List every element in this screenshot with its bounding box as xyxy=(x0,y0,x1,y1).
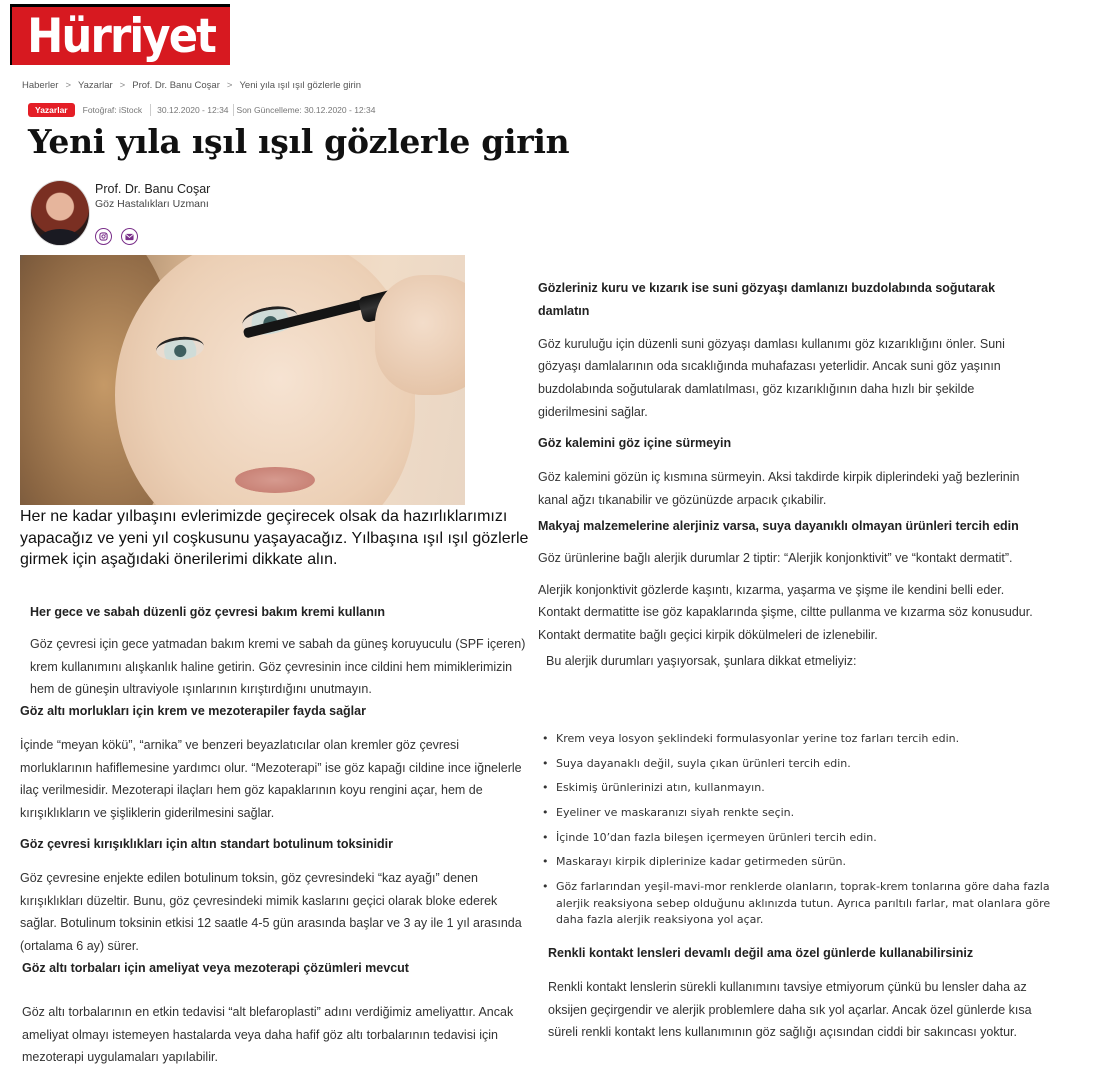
article-lead: Her ne kadar yılbaşını evlerimizde geçirecek olsak da hazırlıklarımızı yapacağız ve yeni yıl coşkusunu yaşayacağız. Yılbaşına ışıl ışıl gözlerle girmek için aşağıdaki önerilerimi dikkate alın. xyxy=(20,508,529,568)
published-date: 30.12.2020 - 12:34 xyxy=(157,105,229,115)
section-heading: Göz altı torbaları için ameliyat veya mezoterapi çözümleri mevcut xyxy=(22,961,409,975)
section-body: Göz ürünlerine bağlı alerjik durumlar 2 tiptir: “Alerjik konjonktivit” ve “kontakt dermatit”. xyxy=(538,550,1013,565)
section-makeup-allergy xyxy=(538,515,1038,673)
section-body-2: Alerjik konjonktivit gözlerde kaşıntı, kızarma, yaşarma ve şişme ile kendini belli eder. Kontakt dermatitte ise göz kapaklarında şişme, ciltte pullanma ve kızarma söz konusudur. Kontakt dermatite bağlı geçici kirpik dökülmeleri de izlenebilir. xyxy=(538,582,1033,643)
section-body: Göz kalemini gözün iç kısmına sürmeyin. Aksi takdirde kirpik diplerindeki yağ bezlerinin kanal ağzı tıkanabilir ve gözünüzde arpacık çıkabilir. xyxy=(538,469,1020,507)
list-item: • Eskimiş ürünlerinizi atın, kullanmayın. xyxy=(540,780,1080,797)
section-body: İçinde “meyan kökü”, “arnika” ve benzeri beyazlatıcılar olan kremler göz çevresi morluklarının hafiflemesine yardımcı olur. “Mezoterapi” ise göz kapağı cildine ince iğnelerle ilaç verilmesidir. Mezoterapi ilaçları hem göz kapaklarının koyu rengini açar, hem de kırışıklıkların ve şişliklerin giderilmesini sağlar. xyxy=(20,737,522,821)
breadcrumb-separator: > xyxy=(226,80,233,91)
author-avatar[interactable] xyxy=(30,180,90,246)
category-badge[interactable]: Yazarlar xyxy=(28,103,75,117)
section-heading: Renkli kontakt lensleri devamlı değil ama özel günlerde kullanabilirsiniz xyxy=(548,946,974,960)
meta-divider xyxy=(150,104,151,116)
section-eye-cream xyxy=(30,601,530,701)
breadcrumb xyxy=(22,80,361,91)
section-eyeliner xyxy=(538,432,1038,511)
site-logo[interactable] xyxy=(10,4,230,65)
section-body: Göz kuruluğu için düzenli suni gözyaşı damlası kullanımı göz kızarıklığını önler. Suni gözyaşı damlalarının oda sıcaklığında muhafazası yeterlidir. Ancak suni göz yaşının buzdolabında soğutularak damlatılması, göz kızarıklığının daha hızlı bir şekilde giderilmesini sağlar. xyxy=(538,336,1005,419)
hero-fingers xyxy=(375,275,465,395)
section-heading: Göz kalemini göz içine sürmeyin xyxy=(538,436,732,450)
meta-divider xyxy=(233,104,234,116)
tips-list xyxy=(540,731,1080,937)
breadcrumb-item-current: Yeni yıla ışıl ışıl gözlerle girin xyxy=(239,80,362,91)
section-heading: Göz çevresi kırışıklıkları için altın standart botulinum toksinidir xyxy=(20,837,394,851)
section-body: Göz çevresi için gece yatmadan bakım kremi ve sabah da güneş koruyuculu (SPF içeren) krem kullanımını alışkanlık haline getirin. Göz çevresinin ince cildini hem mimiklerimizin hem de güneşin ultraviyole ışınlarının kırıştırdığını unutmayın. xyxy=(30,636,526,697)
section-colored-lenses xyxy=(548,942,1048,1044)
section-heading: Gözleriniz kuru ve kızarık ise suni gözyaşı damlanızı buzdolabında soğutarak damlatın xyxy=(538,281,996,318)
section-body: Göz çevresine enjekte edilen botulinum toksin, göz çevresindeki “kaz ayağı” denen kırışıklıkları düzeltir. Bunu, göz çevresindeki mimik kaslarını geçici olarak bloke ederek sağlar. Botulinum toksinin etkisi 12 saatle 4-5 gün arasında başlar ve 3 ay ile 1 yıl arasında (ortalama 6 ay) sürer. xyxy=(20,870,522,954)
photo-credit: Fotoğraf: iStock xyxy=(82,105,143,115)
mail-icon[interactable] xyxy=(121,228,138,245)
section-dark-circles xyxy=(20,700,530,825)
breadcrumb-separator: > xyxy=(65,80,71,91)
avatar-shirt xyxy=(39,229,81,246)
page-title: Yeni yıla ışıl ışıl gözlerle girin xyxy=(28,122,570,161)
author-name[interactable]: Prof. Dr. Banu Coşar xyxy=(95,182,211,196)
list-item: • İçinde 10’dan fazla bileşen içermeyen ürünleri tercih edin. xyxy=(540,830,1080,847)
section-heading: Her gece ve sabah düzenli göz çevresi bakım kremi kullanın xyxy=(30,605,386,619)
section-body: Renkli kontakt lenslerin sürekli kullanımını tavsiye etmiyorum çünkü bu lensler daha az oksijen geçirgendir ve alerjik problemlere daha sık yol açarlar. Ancak özel günlerde kısa süreli renkli kontakt lens kullanımının göz sağlığı açısından ciddi bir sakıncası yoktur. xyxy=(548,979,1032,1040)
section-body: Göz altı torbalarının en etkin tedavisi “alt blefaroplasti” adını verdiğimiz ameliyattır. Ancak ameliyat olmayı istemeyen hastalarda veya daha hafif göz altı torbalarının tedavisi için mezoterapi uygulamaları yapılabilir. xyxy=(22,1004,514,1065)
section-heading: Makyaj malzemelerine alerjiniz varsa, suya dayanıklı olmayan ürünleri tercih edin xyxy=(538,519,1019,533)
instagram-icon[interactable] xyxy=(95,228,112,245)
section-heading: Göz altı morlukları için krem ve mezoterapiler fayda sağlar xyxy=(20,704,366,718)
breadcrumb-item-author[interactable]: Prof. Dr. Banu Coşar xyxy=(132,80,220,91)
list-item: • Suya dayanaklı değil, suyla çıkan ürünleri tercih edin. xyxy=(540,756,1080,773)
hero-image-mascara-woman xyxy=(20,255,465,505)
list-item: • Göz farlarından yeşil-mavi-mor renklerde olanların, toprak-krem tonlarına göre daha fazla alerjik reaksiyona sebep olduğunu aklınızda tutun. Ayrıca parıltılı farlar, mat olanlara göre daha fazla alerjik reaksiyona yol açar. xyxy=(540,879,1080,929)
section-artificial-tears xyxy=(538,277,1038,424)
article-meta xyxy=(28,102,375,118)
list-item: • Maskarayı kirpik diplerinize kadar getirmeden sürün. xyxy=(540,854,1080,871)
hero-lips xyxy=(235,467,315,493)
breadcrumb-item-haberler[interactable]: Haberler xyxy=(22,80,59,91)
section-botulinum xyxy=(20,833,530,958)
section-eye-bags xyxy=(22,957,530,1069)
breadcrumb-item-yazarlar[interactable]: Yazarlar xyxy=(78,80,113,91)
list-item: • Eyeliner ve maskaranızı siyah renkte seçin. xyxy=(540,805,1080,822)
list-item: • Krem veya losyon şeklindeki formulasyonlar yerine toz farları tercih edin. xyxy=(540,731,1080,748)
tips-intro: Bu alerjik durumları yaşıyorsak, şunlara dikkat etmeliyiz: xyxy=(546,653,857,668)
updated-date: Son Güncelleme: 30.12.2020 - 12:34 xyxy=(236,105,376,115)
author-title: Göz Hastalıkları Uzmanı xyxy=(95,198,209,210)
logo-text: Hürriyet xyxy=(27,8,215,64)
breadcrumb-separator: > xyxy=(119,80,126,91)
